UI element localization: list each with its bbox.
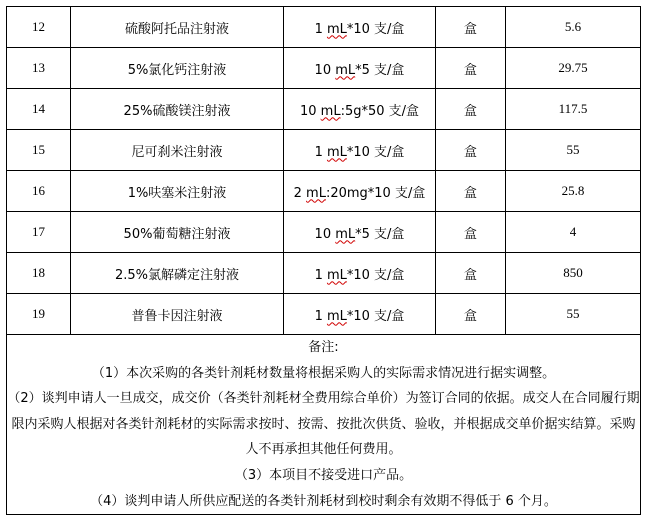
spec-amount: 2 <box>293 185 307 201</box>
row-number: 17 <box>7 212 71 253</box>
table-body <box>7 7 641 335</box>
drug-spec <box>284 130 436 171</box>
table-row <box>7 294 641 335</box>
spec-amount: 1 <box>314 308 327 324</box>
spec-unit-ml: mL <box>335 226 356 242</box>
drug-price: 117.5 <box>506 89 641 130</box>
notes-row <box>7 335 641 515</box>
row-number: 13 <box>7 48 71 89</box>
row-number: 18 <box>7 253 71 294</box>
drug-price: 25.8 <box>506 171 641 212</box>
drug-name: 5%氯化钙注射液 <box>71 48 284 89</box>
spec-packaging: *10 支/盒 <box>346 308 405 324</box>
spec-packaging: *5 支/盒 <box>355 62 405 78</box>
drug-price: 55 <box>506 130 641 171</box>
drug-price: 850 <box>506 253 641 294</box>
table-row <box>7 130 641 171</box>
spec-unit-ml: mL <box>320 103 341 119</box>
spec-unit-ml: mL <box>326 21 347 37</box>
note-item-4: （4）谈判申请人所供应配送的各类针剂耗材到校时剩余有效期不得低于 6 个月。 <box>90 493 557 509</box>
note-item-2: （2）谈判申请人一旦成交，成交价（各类针剂耗材全费用综合单价）为签订合同的依据。成交人在合同履行期限内采购人根据对各类针剂耗材的实际需求按时、按需、按批次供货、验收，并根据成交单价据实结算。采购人不再承担其他任何费用。 <box>7 391 640 458</box>
spec-amount: 10 <box>314 226 336 242</box>
row-number: 16 <box>7 171 71 212</box>
table-row <box>7 7 641 48</box>
table-row <box>7 171 641 212</box>
drug-unit: 盒 <box>436 212 506 253</box>
note-item-1: （1）本次采购的各类针剂耗材数量将根据采购人的实际需求情况进行据实调整。 <box>91 365 556 381</box>
drug-name: 2.5%氯解磷定注射液 <box>71 253 284 294</box>
drug-unit: 盒 <box>436 130 506 171</box>
drug-price-table <box>6 6 641 515</box>
spec-packaging: :20mg*10 支/盒 <box>325 185 426 201</box>
row-number: 12 <box>7 7 71 48</box>
drug-price: 55 <box>506 294 641 335</box>
spec-amount: 10 <box>314 62 336 78</box>
spec-unit-ml: mL <box>326 308 347 324</box>
drug-spec <box>284 294 436 335</box>
spec-amount: 1 <box>314 21 327 37</box>
drug-name: 50%葡萄糖注射液 <box>71 212 284 253</box>
drug-unit: 盒 <box>436 171 506 212</box>
spec-unit-ml: mL <box>306 185 326 201</box>
note-item-3: （3）本项目不接受进口产品。 <box>234 467 413 483</box>
spec-amount: 10 <box>299 103 321 119</box>
spec-packaging: :5g*50 支/盒 <box>340 103 420 119</box>
row-number: 14 <box>7 89 71 130</box>
spec-packaging: *5 支/盒 <box>355 226 405 242</box>
spec-amount: 1 <box>314 144 327 160</box>
drug-unit: 盒 <box>436 294 506 335</box>
drug-name: 普鲁卡因注射液 <box>71 294 284 335</box>
drug-spec <box>284 253 436 294</box>
drug-unit: 盒 <box>436 253 506 294</box>
row-number: 15 <box>7 130 71 171</box>
drug-price: 5.6 <box>506 7 641 48</box>
drug-name: 尼可刹米注射液 <box>71 130 284 171</box>
drug-spec <box>284 171 436 212</box>
drug-unit: 盒 <box>436 7 506 48</box>
table-row <box>7 253 641 294</box>
drug-price: 4 <box>506 212 641 253</box>
drug-name: 25%硫酸镁注射液 <box>71 89 284 130</box>
drug-unit: 盒 <box>436 89 506 130</box>
drug-name: 1%呋塞米注射液 <box>71 171 284 212</box>
spec-packaging: *10 支/盒 <box>346 144 405 160</box>
drug-spec <box>284 212 436 253</box>
spec-amount: 1 <box>314 267 327 283</box>
notes-title: 备注: <box>308 340 339 355</box>
table-row <box>7 89 641 130</box>
drug-spec <box>284 89 436 130</box>
spec-unit-ml: mL <box>335 62 356 78</box>
spec-unit-ml: mL <box>326 144 347 160</box>
notes-cell <box>7 335 641 515</box>
table-row <box>7 48 641 89</box>
drug-unit: 盒 <box>436 48 506 89</box>
drug-spec <box>284 7 436 48</box>
table-row <box>7 212 641 253</box>
spec-unit-ml: mL <box>326 267 347 283</box>
row-number: 19 <box>7 294 71 335</box>
spec-packaging: *10 支/盒 <box>346 267 405 283</box>
drug-spec <box>284 48 436 89</box>
drug-price: 29.75 <box>506 48 641 89</box>
spec-packaging: *10 支/盒 <box>346 21 405 37</box>
drug-name: 硫酸阿托品注射液 <box>71 7 284 48</box>
